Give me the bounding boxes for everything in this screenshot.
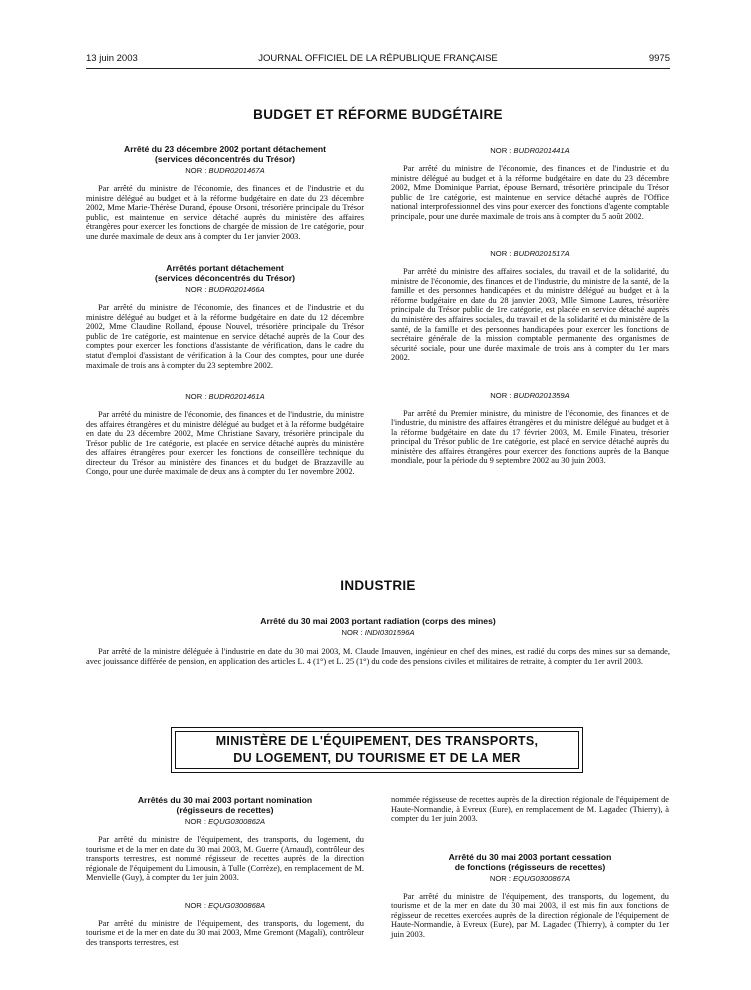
nor-label: NOR : bbox=[490, 390, 512, 400]
nor-code: BUDR0201441A bbox=[513, 146, 570, 155]
nor-reference bbox=[391, 146, 669, 156]
nor-label: NOR : bbox=[184, 900, 206, 910]
header-date: 13 juin 2003 bbox=[86, 53, 138, 64]
article-title-line: Arrêté du 23 décembre 2002 portant détachement bbox=[123, 144, 327, 154]
nor-label: NOR : bbox=[185, 166, 207, 175]
article-title-line: (régisseurs de recettes) bbox=[176, 805, 274, 815]
nor-reference bbox=[86, 392, 364, 402]
nor-code: EQUG0300867A bbox=[513, 873, 571, 883]
section-title-budget: BUDGET ET RÉFORME BUDGÉTAIRE bbox=[253, 107, 503, 122]
budget-left-column bbox=[86, 144, 364, 477]
nor-label: NOR : bbox=[490, 249, 512, 259]
section-title-industrie: INDUSTRIE bbox=[340, 578, 416, 593]
article-title bbox=[86, 263, 364, 283]
article-body: Par arrêté du ministre de l'équipement, des transports, du logement, du tourisme et de la mer en date du 30 mai 2003, Mme Gremont (Magali), contrôleur des transports terrestres, est bbox=[86, 918, 364, 947]
article-body: Par arrêté du ministre de l'économie, des finances et de l'industrie et du ministre délégué au budget et à la réforme budgétaire en date du 12 décembre 2002, Mme Claudine Rolland, épouse Nouvel, trésorière principale du Trésor public de 1re catégorie, est maintenue en service détaché auprès de la Cour des comptes pour exercer les fonctions d'assistante de vérification, dans le cadre du statut d'emploi d'assistant de vérification à la Cour des comptes, pour une durée maximale de trois ans à compter du 23 septembre 2002. bbox=[86, 303, 364, 370]
section-title-line: DU LOGEMENT, DU TOURISME ET DE LA MER bbox=[233, 751, 521, 765]
nor-reference bbox=[391, 249, 669, 259]
section-title-line: MINISTÈRE DE L'ÉQUIPEMENT, DES TRANSPORTS, bbox=[215, 734, 539, 748]
header-page-number: 9975 bbox=[648, 53, 670, 64]
running-header bbox=[86, 53, 670, 67]
article-title bbox=[86, 144, 364, 164]
nor-reference bbox=[86, 628, 670, 638]
article-title-line: Arrêté du 30 mai 2003 portant cessation bbox=[448, 851, 612, 862]
nor-reference bbox=[86, 901, 364, 911]
equipement-left-column bbox=[86, 795, 364, 947]
nor-code: EQUG0300862A bbox=[208, 817, 266, 826]
article-body-continued: nommée régisseuse de recettes auprès de la direction régionale de l'équipement de Haute-Normandie, à Evreux (Eure), en remplacement de M. Lagadec (Thierry), à compter du 1er juin 2003. bbox=[391, 795, 669, 824]
nor-label: NOR : bbox=[184, 817, 206, 826]
article-title bbox=[86, 795, 364, 815]
nor-label: NOR : bbox=[490, 146, 512, 155]
industrie-article bbox=[86, 616, 670, 666]
nor-reference bbox=[391, 391, 669, 401]
article-title bbox=[391, 852, 669, 872]
section-title-equipement-box bbox=[171, 727, 583, 773]
nor-code: BUDR0201466A bbox=[208, 285, 265, 295]
article-body: Par arrêté du Premier ministre, du ministre de l'économie, des finances et de l'industrie, du ministre des affaires étrangères et du ministre délégué au budget et à la réforme budgétaire en date du 17 février 2003, M. Emile Finateu, trésorier principal du Trésor public de 1re catégorie, est placé en service détaché auprès du ministère des affaires étrangères pour exercer des fonctions auprès de la Banque mondiale, pour la période du 9 septembre 2002 au 30 juin 2003. bbox=[391, 408, 669, 466]
article-title-line: de fonctions (régisseurs de recettes) bbox=[454, 861, 606, 872]
article-title-line: Arrêtés du 30 mai 2003 portant nomination bbox=[137, 795, 313, 805]
nor-reference bbox=[86, 285, 364, 295]
article-body: Par arrêté du ministre de l'économie, des finances et de l'industrie et du ministre délégué au budget et à la réforme budgétaire en date du 23 décembre 2002, Mme Marie-Thérèse Durand, épouse Orsoni, trésorière principale du Trésor public, est maintenue en service détaché auprès du ministère des affaires étrangères pour exercer les fonctions de chargée de mission de 1re catégorie, pour une durée maximale de deux ans à compter du 1er janvier 2003. bbox=[86, 184, 364, 241]
article-title: Arrêté du 30 mai 2003 portant radiation (corps des mines) bbox=[260, 616, 496, 626]
nor-code: BUDR0201517A bbox=[513, 249, 570, 259]
budget-right-column bbox=[391, 144, 669, 466]
equipement-right-column bbox=[391, 795, 669, 939]
nor-reference bbox=[86, 166, 364, 176]
nor-reference bbox=[86, 817, 364, 827]
article-title-line: (services déconcentrés du Trésor) bbox=[155, 273, 295, 284]
article-body: Par arrêté du ministre de l'équipement, des transports, du logement, du tourisme et de la mer en date du 30 mai 2003, M. Guerre (Arnaud), contrôleur des transports terrestres, est nommé régisseur de recettes auprès de la direction régionale de l'équipement du Limousin, à Tulle (Corrèze), en remplacement de M. Menvielle (Guy), à compter du 1er juin 2003. bbox=[86, 835, 364, 883]
nor-label: NOR : bbox=[341, 628, 363, 637]
section-title-equipement bbox=[175, 731, 579, 769]
article-body: Par arrêté du ministre de l'économie, des finances et de l'industrie et du ministre délégué au budget et à la réforme budgétaire en date du 23 décembre 2002, Mme Dominique Parriat, épouse Bernard, trésorière principale du Trésor public de 1re catégorie, est maintenue en service détaché auprès de l'Office national interprofessionnel des vins pour exercer des fonctions d'agente comptable principale, pour une durée maximale de trois ans à compter du 5 août 2002. bbox=[391, 164, 669, 221]
nor-code: BUDR0201461A bbox=[208, 392, 265, 402]
header-rule bbox=[86, 68, 670, 69]
nor-code: BUDR0201467A bbox=[208, 166, 265, 175]
article-body: Par arrêté du ministre des affaires sociales, du travail et de la solidarité, du ministre de l'économie, des finances et de l'industrie, du ministre de la santé, de la famille et des personnes handicapées et du ministre délégué au budget et à la réforme budgétaire en date du 28 janvier 2003, Mlle Simone Laures, trésorière principale du Trésor public de 1re catégorie, est placée en service détaché auprès du ministère des affaires sociales, du travail et de la solidarité et du ministère de la santé, de la famille et des personnes handicapées pour exercer les fonctions de secrétaire générale de la mission comptable permanente des organismes de sécurité sociale, pour une durée maximale de trois ans à compter du 1er mars 2002. bbox=[391, 267, 669, 363]
article-body: Par arrêté du ministre de l'équipement, des transports, du logement, du tourisme et de la mer en date du 30 mai 2003, il est mis fin aux fonctions de régisseur de recettes exercées auprès de la direction régionale de l'équipement de Haute-Normandie, à Evreux (Eure), par M. Lagadec (Thierry), à compter du 1er juin 2003. bbox=[391, 891, 669, 939]
nor-label: NOR : bbox=[489, 873, 511, 883]
nor-code: BUDR0201359A bbox=[513, 390, 570, 400]
article-title-line: Arrêtés portant détachement bbox=[166, 263, 284, 274]
article-body: Par arrêté de la ministre déléguée à l'industrie en date du 30 mai 2003, M. Claude Imauven, ingénieur en chef des mines, est radié du corps des mines sur sa demande, avec jouissance différée de pension, en application des articles L. 4 (1°) et L. 25 (1°) du code des pensions civiles et militaires de retraite, à compter du 1er avril 2003. bbox=[86, 647, 670, 666]
nor-label: NOR : bbox=[185, 285, 207, 295]
article-title-line: (services déconcentrés du Trésor) bbox=[155, 154, 295, 164]
article-body: Par arrêté du ministre de l'économie, des finances et de l'industrie, du ministre des affaires étrangères et du ministre délégué au budget et à la réforme budgétaire en date du 23 décembre 2002, Mme Christiane Savary, trésorière principale du Trésor public de 1re catégorie, est placée en service détaché auprès du ministère des affaires étrangères pour exercer les fonctions de conseillère technique du directeur du Trésor au ministère des finances et du budget de Brazzaville au Congo, pour une durée maximale de deux ans à compter du 1er novembre 2002. bbox=[86, 410, 364, 477]
header-journal-title: JOURNAL OFFICIEL DE LA RÉPUBLIQUE FRANÇAISE bbox=[258, 53, 498, 64]
nor-label: NOR : bbox=[185, 392, 207, 402]
nor-code: INDI0301596A bbox=[364, 628, 415, 637]
nor-reference bbox=[391, 874, 669, 884]
nor-code: EQUG0300868A bbox=[208, 900, 266, 910]
